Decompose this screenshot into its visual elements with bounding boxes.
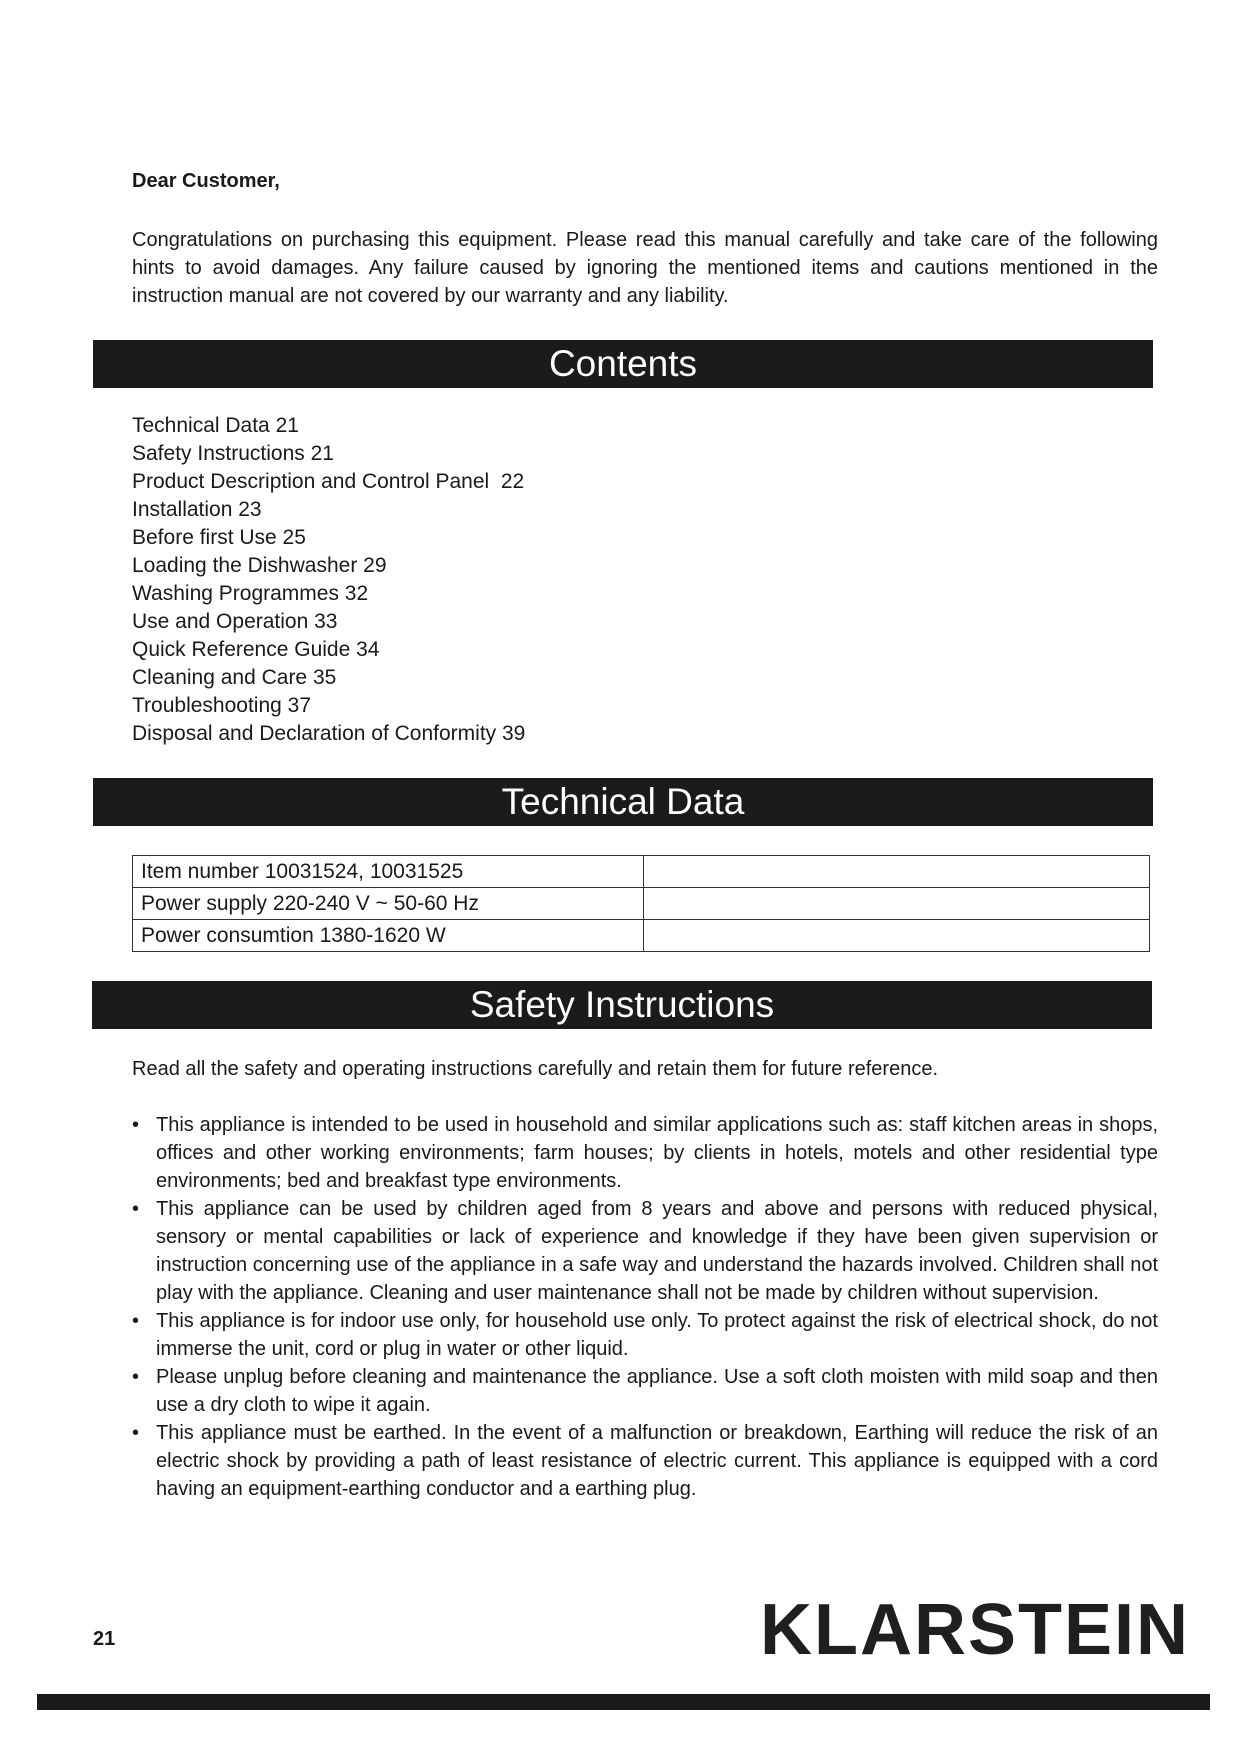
bullet-text: This appliance is for indoor use only, for household use only. To protect against the risk of electrical shock, do not immerse the unit, cord or plug in water or other liquid. [156,1310,1158,1360]
bullet-text: This appliance is intended to be used in household and similar applications such as: staff kitchen areas in shops, offices and other working environments; farm houses; by clients in hotels, motels and other residential type environments; bed and breakfast type environments. [156,1114,1158,1192]
bullet-text: This appliance can be used by children aged from 8 years and above and persons with reduced physical, sensory or mental capabilities or lack of experience and knowledge if they have been given supervision or instruction concerning use of the appliance in a safe way and understand the hazards involved. Children shall not play with the appliance. Cleaning and user maintenance shall not be made by children without supervision. [156,1198,1158,1304]
contents-item: Before first Use 25 [132,526,306,549]
table-cell-label: Power supply 220-240 V ~ 50-60 Hz [133,888,644,920]
list-item [132,1307,1158,1363]
brand-logo: KLARSTEIN [760,1590,1190,1670]
contents-item: Installation 23 [132,498,262,521]
greeting: Dear Customer, [132,170,280,192]
table-row [133,856,1150,888]
technical-data-table [132,855,1150,952]
footer-bar [37,1694,1210,1710]
bullet-text: Please unplug before cleaning and maintenance the appliance. Use a soft cloth moisten with mild soap and then use a dry cloth to wipe it again. [156,1366,1158,1416]
bullet-icon: • [132,1366,140,1388]
contents-item: Use and Operation 33 [132,610,338,633]
contents-item: Disposal and Declaration of Conformity 39 [132,722,526,745]
table-cell-value [644,920,1150,952]
list-item [132,1111,1158,1195]
contents-item: Product Description and Control Panel 22 [132,470,525,493]
contents-item: Washing Programmes 32 [132,582,369,605]
intro-paragraph: Congratulations on purchasing this equipment. Please read this manual carefully and take care of the following hints to avoid damages. Any failure caused by ignoring the mentioned items and cautions mentioned in the instruction manual are not covered by our warranty and any liability. [132,229,1158,307]
table-row [133,888,1150,920]
contents-item: Safety Instructions 21 [132,442,334,465]
contents-list [132,412,525,748]
list-item [132,1363,1158,1419]
bullet-text: This appliance must be earthed. In the event of a malfunction or breakdown, Earthing will reduce the risk of an electric shock by providing a path of least resistance of electric current. This appliance is equipped with a cord having an equipment-earthing conductor and a earthing plug. [156,1422,1158,1500]
table-cell-value [644,856,1150,888]
table-cell-label: Power consumtion 1380-1620 W [133,920,644,952]
list-item [132,1195,1158,1307]
list-item [132,1419,1158,1503]
technical-data-heading: Technical Data [93,778,1153,826]
contents-item: Cleaning and Care 35 [132,666,337,689]
safety-intro: Read all the safety and operating instructions carefully and retain them for future reference. [132,1058,939,1080]
safety-bullet-list [132,1111,1158,1503]
contents-heading: Contents [93,340,1153,388]
bullet-icon: • [132,1114,140,1136]
contents-item: Technical Data 21 [132,414,299,437]
bullet-icon: • [132,1422,140,1444]
table-cell-label: Item number 10031524, 10031525 [133,856,644,888]
bullet-icon: • [132,1310,140,1332]
contents-item: Quick Reference Guide 34 [132,638,380,661]
bullet-icon: • [132,1198,140,1220]
safety-heading: Safety Instructions [92,981,1152,1029]
contents-item: Troubleshooting 37 [132,694,312,717]
table-row [133,920,1150,952]
page-number: 21 [93,1628,116,1650]
table-cell-value [644,888,1150,920]
contents-item: Loading the Dishwasher 29 [132,554,387,577]
